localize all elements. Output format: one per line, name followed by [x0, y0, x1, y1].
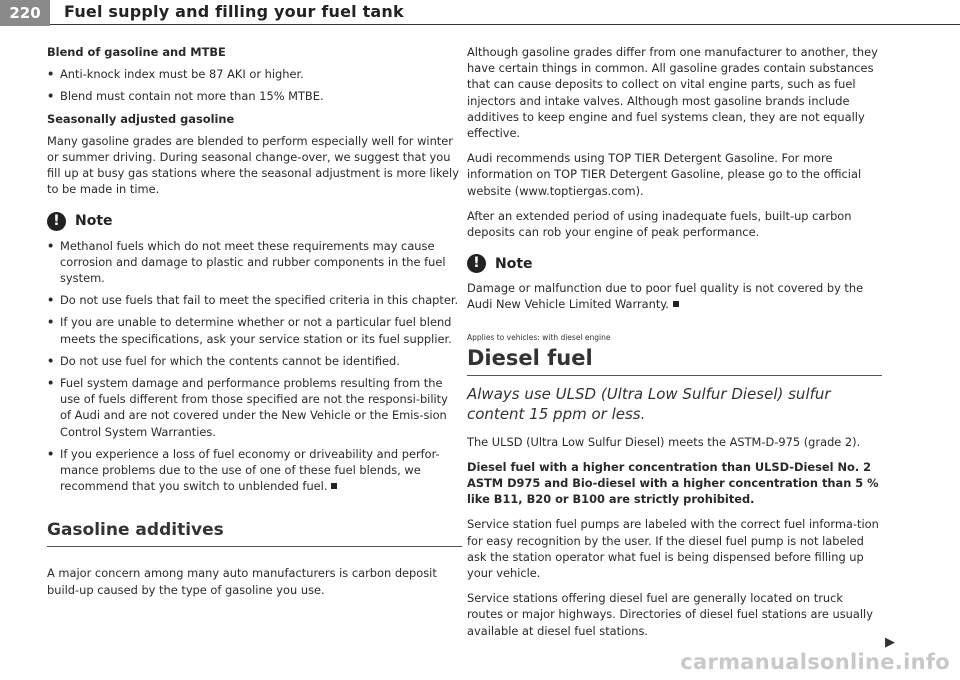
- bullet-icon: •: [47, 293, 55, 308]
- bullet-icon: •: [47, 238, 55, 253]
- bullet-icon: •: [47, 353, 55, 368]
- mtbe-bullet: • Anti-knock index must be 87 AKI or higher.: [47, 67, 304, 82]
- bullet-icon: •: [47, 376, 55, 391]
- bullet-icon: •: [47, 89, 55, 104]
- warning-icon: !: [467, 254, 486, 273]
- note-text: Damage or malfunction due to poor fuel quality is not covered by the Audi New Vehicle Limited Warranty.: [467, 281, 864, 312]
- note-bullet: • Methanol fuels which do not meet these requirements may cause corrosion and damage to plastic and rubber components in the fuel system.: [47, 238, 446, 286]
- bullet-icon: •: [47, 67, 55, 82]
- end-mark-icon: [673, 301, 679, 307]
- seasonal-heading: Seasonally adjusted gasoline: [47, 111, 235, 126]
- page-header: [0, 0, 960, 26]
- diesel-para-1: The ULSD (Ultra Low Sulfur Diesel) meets the ASTM-D-975 (grade 2).: [467, 434, 861, 449]
- note-label: Note: [495, 255, 533, 272]
- right-column: [467, 44, 895, 650]
- additives-para-3: After an extended period of using inadequate fuels, built-up carbon deposits can rob your engine of peak performance.: [467, 208, 852, 240]
- continue-arrow-icon: ▶: [885, 634, 895, 650]
- note-bullet: • If you experience a loss of fuel economy or driveability and perfor-mance problems due to the use of one of these fuel blends, we recommend that you switch to unblended fuel.: [47, 446, 440, 494]
- diesel-intro: Always use ULSD (Ultra Low Sulfur Diesel) sulfur content 15 ppm or less.: [467, 384, 831, 423]
- diesel-para-3: Service stations offering diesel fuel are generally located on truck routes or major highways. Directories of diesel fuel stations are usually available at diesel fuel stations.: [467, 591, 873, 638]
- diesel-warning: Diesel fuel with a higher concentration than ULSD-Diesel No. 2 ASTM D975 and Bio-diesel with a higher concentration than 5 % like B11, B20 or B100 are strictly prohibited.: [467, 459, 879, 507]
- seasonal-text: Many gasoline grades are blended to perform especially well for winter or summer driving. During seasonal change-over, we suggest that you fill up at busy gas stations where the seasonal adjustment is more likely to be made in time.: [47, 133, 459, 197]
- note-bullet: • Do not use fuel for which the contents cannot be identified.: [47, 353, 400, 368]
- watermark: carmanualsonline.info: [680, 650, 950, 674]
- page-number: 220: [0, 0, 50, 26]
- diesel-para-2: Service station fuel pumps are labeled with the correct fuel informa-tion for easy recognition by the user. If the diesel fuel pump is not labeled ask the station operator what fuel is being dispensed before filling up your vehicle.: [467, 517, 879, 581]
- left-column: [47, 44, 462, 607]
- note-bullet: • Do not use fuels that fail to meet the specified criteria in this chapter.: [47, 293, 459, 308]
- end-mark-icon: [331, 483, 337, 489]
- mtbe-bullet: • Blend must contain not more than 15% MTBE.: [47, 89, 324, 104]
- bullet-icon: •: [47, 315, 55, 330]
- additives-para-2: Audi recommends using TOP TIER Detergent Gasoline. For more information on TOP TIER Detergent Gasoline, please go to the official website (www.toptiergas.com).: [467, 151, 862, 198]
- warning-icon: !: [47, 212, 66, 231]
- additives-text: A major concern among many auto manufacturers is carbon deposit build-up caused by the type of gasoline you use.: [47, 566, 437, 597]
- note-label: Note: [75, 213, 113, 230]
- bullet-icon: •: [47, 446, 55, 461]
- additives-title: Gasoline additives: [47, 520, 462, 547]
- applies-to: Applies to vehicles: with diesel engine: [467, 332, 611, 342]
- mtbe-heading: Blend of gasoline and MTBE: [47, 45, 226, 59]
- note-heading: [47, 212, 462, 231]
- diesel-title: Diesel fuel: [467, 346, 882, 376]
- additives-para-1: Although gasoline grades differ from one manufacturer to another, they have certain things in common. All gasoline grades contain substances that can cause deposits to collect on vital engine parts, such as fuel injectors and intake valves. Although most gasoline brands include additives to keep engine and fuel systems clean, they are not equally effective.: [467, 45, 878, 141]
- running-title: Fuel supply and filling your fuel tank: [64, 2, 404, 21]
- note-bullet: • If you are unable to determine whether or not a particular fuel blend meets the specifications, ask your service station or its fuel supplier.: [47, 315, 452, 346]
- note-bullet: • Fuel system damage and performance problems resulting from the use of fuels different from those specified are not the responsi-bility of Audi and are not covered under the New Vehicle or the Emis-sion Control System Warranties.: [47, 376, 448, 439]
- note-heading: [467, 254, 882, 273]
- header-rule: [50, 24, 960, 25]
